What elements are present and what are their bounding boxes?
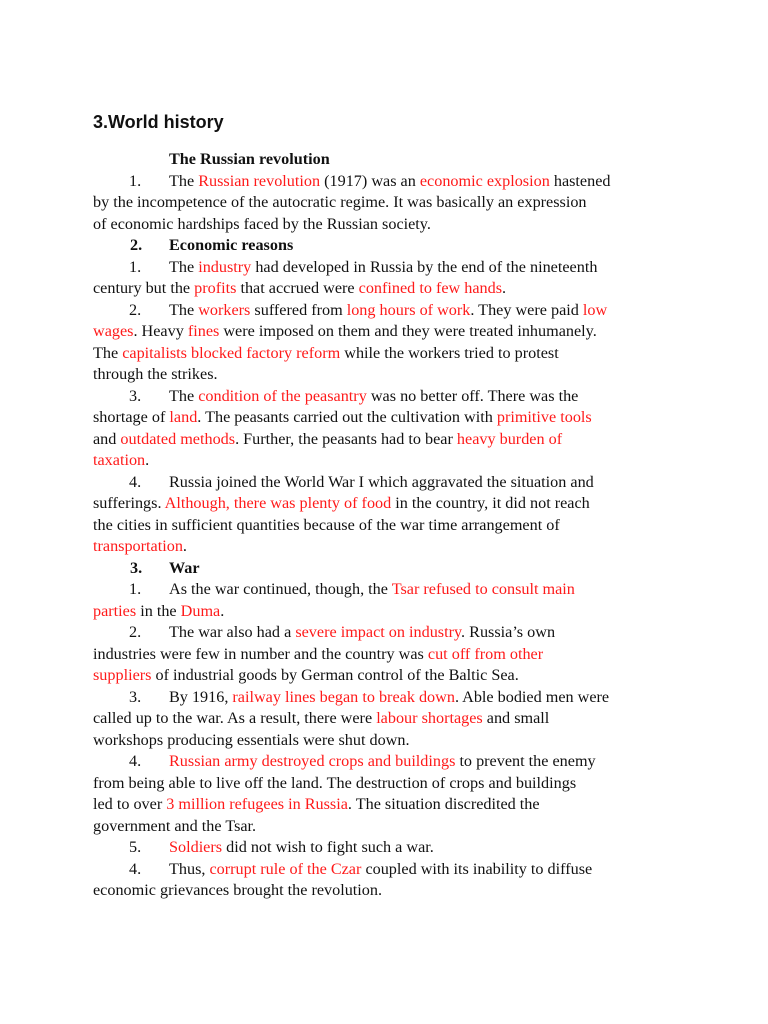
paragraph-line	[93, 343, 693, 365]
paragraph-line	[93, 730, 693, 752]
list-number: 1.	[129, 171, 142, 190]
list-number: 2.	[129, 623, 142, 641]
text-segment: economic grievances brought the revolution.	[93, 881, 383, 899]
highlighted-phrase: Russian revolution	[198, 171, 321, 190]
highlighted-phrase: outdated methods	[120, 429, 236, 448]
text-segment: suffered from	[250, 300, 347, 319]
text-segment: in the	[136, 601, 181, 620]
list-number: 1.	[129, 257, 142, 276]
paragraph-line	[93, 644, 693, 666]
text-segment: The	[169, 171, 199, 190]
numbered-item-line	[93, 751, 693, 773]
text-segment: the cities in sufficient quantities because of the war time arrangement of	[93, 515, 560, 534]
text-segment: . The situation discredited the	[347, 795, 540, 813]
highlighted-phrase: suppliers	[93, 666, 152, 684]
paragraph-line	[93, 665, 693, 687]
highlighted-phrase: wages	[93, 322, 134, 340]
text-segment: from being able to live off the land. The destruction of crops and buildings	[93, 773, 577, 792]
text-segment: By 1916,	[169, 687, 233, 706]
paragraph-line	[93, 214, 693, 236]
text-segment: .	[502, 279, 507, 297]
highlighted-phrase: long hours of work	[346, 300, 471, 319]
text-segment: to prevent the enemy	[455, 752, 596, 770]
paragraph-line	[93, 794, 693, 816]
text-segment: . They were paid	[470, 300, 583, 319]
text-segment: had developed in Russia by the end of the nineteenth	[251, 257, 598, 276]
text-segment: . Able bodied men were	[454, 687, 610, 706]
text-segment: led to over	[93, 795, 167, 813]
section-heading	[93, 149, 693, 171]
highlighted-phrase: Soldiers	[169, 838, 223, 856]
numbered-item-line	[93, 687, 693, 709]
text-segment: while the workers tried to protest	[340, 343, 559, 362]
paragraph-line	[93, 493, 693, 515]
numbered-item-line	[93, 837, 693, 859]
text-segment: As the war continued, though, the	[169, 580, 392, 598]
highlighted-phrase: Russian army destroyed crops and buildings	[169, 752, 456, 770]
text-segment: . Further, the peasants had to bear	[235, 429, 457, 448]
text-segment: shortage of	[93, 408, 170, 426]
highlighted-phrase: heavy burden of	[456, 429, 563, 448]
list-number: 3.	[129, 687, 142, 706]
highlighted-phrase: low	[582, 300, 608, 319]
text-segment: The	[169, 386, 199, 405]
numbered-item-line	[93, 622, 693, 644]
highlighted-phrase: railway lines began to break down	[232, 687, 455, 706]
highlighted-phrase: profits	[194, 279, 237, 297]
text-segment: The	[169, 257, 199, 276]
text-segment: government and the Tsar.	[93, 816, 257, 835]
paragraph-line	[93, 816, 693, 838]
text-segment: .	[145, 451, 150, 469]
numbered-item-line	[93, 472, 693, 494]
numbered-item-line	[93, 300, 693, 322]
page-title: 3.World history	[93, 112, 224, 132]
highlighted-phrase: Tsar refused to consult main	[391, 580, 575, 598]
list-number: 4.	[129, 752, 142, 770]
list-number: 4.	[129, 472, 142, 491]
text-segment: Thus,	[169, 859, 210, 878]
text-segment: The	[169, 300, 199, 319]
list-number: 3.	[129, 386, 142, 405]
highlighted-phrase: capitalists blocked factory reform	[122, 343, 341, 362]
text-segment: Russia joined the World War I which aggravated the situation and	[169, 472, 594, 491]
highlighted-phrase: severe impact on industry	[295, 623, 462, 641]
highlighted-phrase: parties	[93, 601, 137, 620]
text-segment: and	[93, 429, 121, 448]
text-segment: The war also had a	[169, 623, 296, 641]
section-heading	[93, 558, 693, 580]
text-segment: century but the	[93, 279, 195, 297]
text-segment: and small	[482, 709, 550, 727]
text-segment: of industrial goods by German control of the Baltic Sea.	[151, 666, 519, 684]
paragraph-line	[93, 708, 693, 730]
text-segment: sufferings.	[93, 494, 165, 512]
numbered-item-line	[93, 171, 693, 193]
highlighted-phrase: economic explosion	[419, 171, 550, 190]
text-segment: that accrued were	[236, 279, 359, 297]
highlighted-phrase: primitive tools	[496, 408, 592, 426]
highlighted-phrase: industry	[198, 257, 252, 276]
text-segment: workshops producing essentials were shut down.	[93, 730, 410, 749]
paragraph-line	[93, 880, 693, 902]
highlighted-phrase: taxation	[93, 451, 146, 469]
text-segment: was no better off. There was the	[366, 386, 579, 405]
paragraph-line	[93, 364, 693, 386]
highlighted-phrase: cut off from other	[427, 644, 544, 663]
paragraph-line	[93, 601, 693, 623]
list-number: 1.	[129, 580, 142, 598]
paragraph-line	[93, 429, 693, 451]
paragraph-line	[93, 192, 693, 214]
list-number: 2.	[129, 300, 142, 319]
text-segment: in the country, it did not reach	[391, 494, 590, 512]
text-segment: .	[220, 601, 225, 620]
text-segment: by the incompetence of the autocratic regime. It was basically an expression	[93, 193, 587, 211]
text-segment: .	[182, 537, 187, 555]
highlighted-phrase: 3 million refugees in Russia	[166, 795, 348, 813]
text-segment: (1917) was an	[320, 171, 420, 190]
highlighted-phrase: Duma	[180, 601, 221, 620]
numbered-item-line	[93, 579, 693, 601]
highlighted-phrase: transportation	[93, 537, 183, 555]
highlighted-phrase: confined to few hands	[358, 279, 503, 297]
section-heading	[93, 235, 693, 257]
highlighted-phrase: labour shortages	[376, 709, 483, 727]
document-body	[93, 149, 693, 902]
paragraph-line	[93, 450, 693, 472]
text-segment: War	[169, 558, 200, 577]
paragraph-line	[93, 773, 693, 795]
highlighted-phrase: corrupt rule of the Czar	[209, 859, 362, 878]
paragraph-line	[93, 515, 693, 537]
text-segment: industries were few in number and the country was	[93, 644, 428, 663]
paragraph-line	[93, 407, 693, 429]
text-segment: called up to the war. As a result, there were	[93, 709, 377, 727]
text-segment: The Russian revolution	[169, 150, 330, 168]
paragraph-line	[93, 278, 693, 300]
numbered-item-line	[93, 386, 693, 408]
text-segment: . Russia’s own	[461, 623, 556, 641]
paragraph-line	[93, 321, 693, 343]
highlighted-phrase: workers	[198, 300, 251, 319]
text-segment: . Heavy	[133, 322, 188, 340]
highlighted-phrase: fines	[187, 322, 220, 340]
highlighted-phrase: Although, there was plenty of food	[164, 494, 392, 512]
highlighted-phrase: land	[169, 408, 198, 426]
list-number: 5.	[129, 838, 142, 856]
text-segment: coupled with its inability to diffuse	[361, 859, 593, 878]
text-segment: were imposed on them and they were treated inhumanely.	[219, 322, 597, 340]
list-number: 2.	[130, 236, 143, 254]
paragraph-line	[93, 536, 693, 558]
text-segment: The	[93, 343, 123, 362]
text-segment: hastened	[549, 171, 611, 190]
list-number: 3.	[130, 558, 143, 577]
text-segment: Economic reasons	[169, 236, 294, 254]
numbered-item-line	[93, 859, 693, 881]
list-number: 4.	[129, 859, 142, 878]
text-segment: . The peasants carried out the cultivation with	[197, 408, 497, 426]
highlighted-phrase: condition of the peasantry	[198, 386, 367, 405]
text-segment: through the strikes.	[93, 365, 218, 383]
text-segment: did not wish to fight such a war.	[222, 838, 434, 856]
numbered-item-line	[93, 257, 693, 279]
text-segment: of economic hardships faced by the Russian society.	[93, 214, 431, 233]
